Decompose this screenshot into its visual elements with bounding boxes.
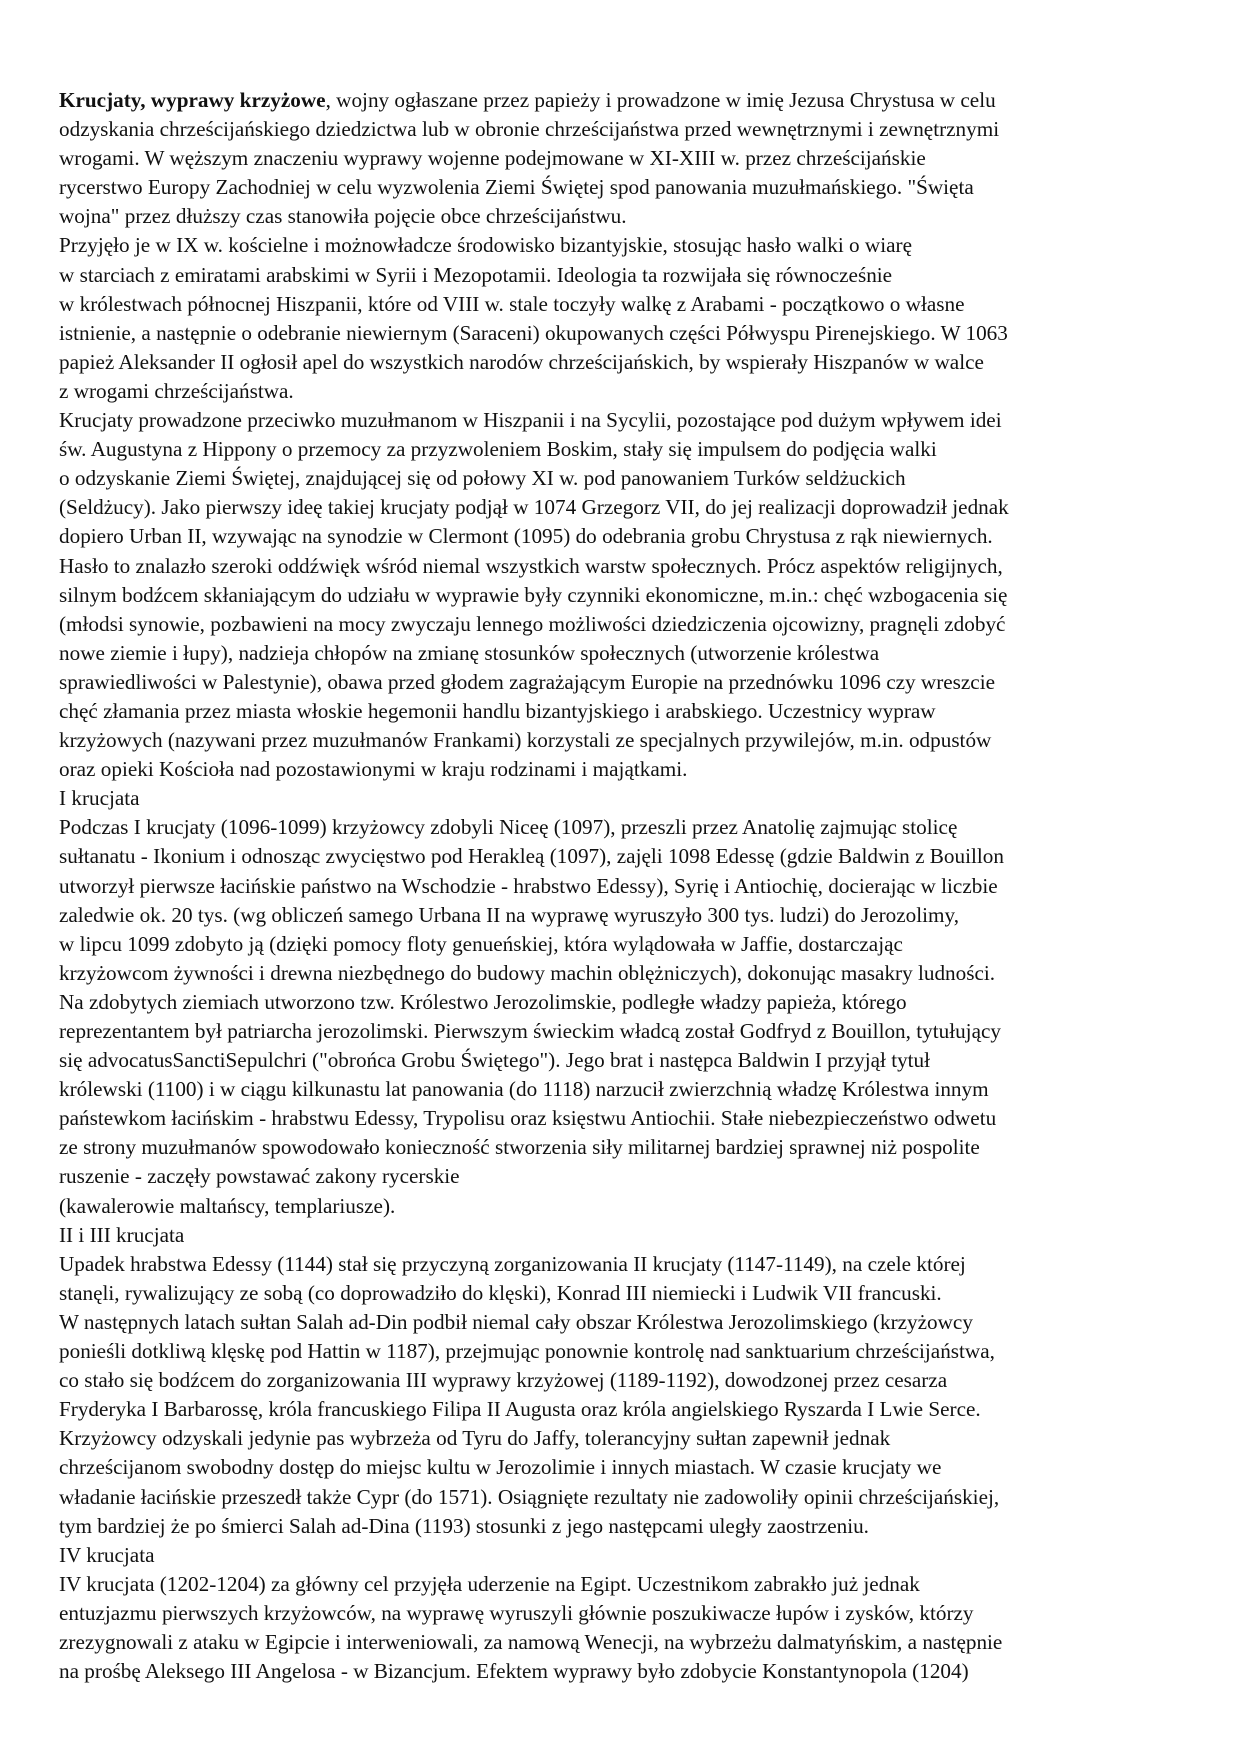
text-line: reprezentantem był patriarcha jerozolimski. Pierwszym świeckim władcą został Godfryd z Bouillon, tytułujący [59, 1019, 1001, 1043]
text-line: utworzył pierwsze łacińskie państwo na Wschodzie - hrabstwo Edessy), Syrię i Antiochię, docierając w liczbie [59, 873, 998, 898]
text-line: Krzyżowcy odzyskali jedynie pas wybrzeża od Tyru do Jaffy, tolerancyjny sułtan zapewnił jednak [59, 1426, 891, 1451]
text-line: oraz opieki Kościoła nad pozostawionymi w kraju rodzinami i majątkami. [59, 757, 688, 782]
text-line: wrogami. W węższym znaczeniu wyprawy wojenne podejmowane w XI-XIII w. przez chrześcijańskie [59, 146, 926, 171]
text-line: chęć złamania przez miasta włoskie hegemonii handlu bizantyjskiego i arabskiego. Uczestnicy wypraw [59, 698, 936, 723]
text-line-content: , wojny ogłaszane przez papieży i prowadzone w imię Jezusa Chrystusa w celu [325, 88, 996, 112]
text-line: ponieśli dotkliwą klęskę pod Hattin w 1187), przejmując ponownie kontrolę nad sanktuarium chrześcijaństwa, [59, 1339, 995, 1364]
text-line: zaledwie ok. 20 tys. (wg obliczeń samego Urbana II na wyprawę wyruszyło 300 tys. ludzi) do Jerozolimy, [59, 902, 960, 927]
text-line: sułtanatu - Ikonium i odnosząc zwycięstwo pod Herakleą (1097), zajęli 1098 Edessę (gdzie Baldwin z Bouillon [59, 844, 1004, 869]
section-heading-krucjata-4: IV krucjata [59, 1542, 155, 1567]
text-line [59, 86, 1180, 115]
text-line: rycerstwo Europy Zachodniej w celu wyzwolenia Ziemi Świętej spod panowania muzułmańskiego. "Święta [59, 175, 974, 200]
document-page [59, 86, 1180, 1686]
text-line: krzyżowych (nazywani przez muzułmanów Frankami) korzystali ze specjalnych przywilejów, m.in. odpustów [59, 728, 992, 753]
intro-title: Krucjaty, wyprawy krzyżowe [59, 88, 326, 112]
text-line: istnienie, a następnie o odebranie niewiernym (Saraceni) okupowanych części Półwyspu Pirenejskiego. W 1063 [59, 320, 1008, 345]
text-line: w lipcu 1099 zdobyto ją (dzięki pomocy floty genueńskiej, która wylądowała w Jaffie, dostarczając [59, 931, 903, 956]
text-line: tym bardziej że po śmierci Salah ad-Dina (1193) stosunki z jego następcami uległy zaostrzeniu. [59, 1513, 869, 1538]
text-line: IV krucjata (1202-1204) za główny cel przyjęła uderzenie na Egipt. Uczestnikom zabrakło już jednak [59, 1571, 920, 1596]
text-line: ruszenie - zaczęły powstawać zakony rycerskie [59, 1164, 460, 1189]
text-line: Upadek hrabstwa Edessy (1144) stał się przyczyną zorganizowania II krucjaty (1147-1149), na czele której [59, 1251, 966, 1276]
text-line: Przyjęło je w IX w. kościelne i możnowładcze środowisko bizantyjskie, stosując hasło walki o wiarę [59, 233, 912, 258]
text-line: nowe ziemie i łupy), nadzieja chłopów na zmianę stosunków społecznych (utworzenie królestwa [59, 640, 880, 665]
text-line: sprawiedliwości w Palestynie), obawa przed głodem zagrażającym Europie na przednówku 1096 czy wreszcie [59, 669, 996, 694]
text-line: co stało się bodźcem do zorganizowania III wyprawy krzyżowej (1189-1192), dowodzonej przez cesarza [59, 1368, 948, 1393]
text-line: dopiero Urban II, wzywając na synodzie w Clermont (1095) do odebrania grobu Chrystusa z rąk niewiernych. [59, 524, 993, 549]
text-line: krzyżowcom żywności i drewna niezbędnego do budowy machin oblężniczych), dokonując masakry ludności. [59, 960, 996, 985]
text-line: w starciach z emiratami arabskimi w Syrii i Mezopotamii. Ideologia ta rozwijała się równocześnie [59, 262, 893, 287]
text-line: na prośbę Aleksego III Angelosa - w Bizancjum. Efektem wyprawy było zdobycie Konstantynopola (1204) [59, 1659, 969, 1684]
text-line: stanęli, rywalizujący ze sobą (co doprowadziło do klęski), Konrad III niemiecki i Ludwik VII francuski. [59, 1280, 942, 1305]
text-line: Hasło to znalazło szeroki oddźwięk wśród niemal wszystkich warstw społecznych. Prócz aspektów religijnych, [59, 553, 1003, 578]
text-line: W następnych latach sułtan Salah ad-Din podbił niemal cały obszar Królestwa Jerozolimskiego (krzyżowcy [59, 1309, 973, 1334]
text-line: o odzyskanie Ziemi Świętej, znajdującej się od połowy XI w. pod panowaniem Turków seldżuckich [59, 466, 906, 491]
text-line: wojna" przez dłuższy czas stanowiła pojęcie obce chrześcijaństwu. [59, 204, 627, 229]
text-line: władanie łacińskie przeszedł także Cypr (do 1571). Osiągnięte rezultaty nie zadowoliły opinii chrześcijańskiej, [59, 1484, 1000, 1509]
text-line: silnym bodźcem skłaniającym do udziału w wyprawie były czynniki ekonomiczne, m.in.: chęć wzbogacenia się [59, 582, 1008, 607]
text-line: (młodsi synowie, pozbawieni na mocy zwyczaju lennego możliwości dziedziczenia ojcowizny, pragnęli zdobyć [59, 611, 1006, 636]
text-line: królewski (1100) i w ciągu kilkunastu lat panowania (do 1118) narzucił zwierzchnią władzę Królestwa innym [59, 1077, 989, 1102]
text-line: (kawalerowie maltańscy, templariusze). [59, 1193, 396, 1218]
section-heading-krucjata-1: I krucjata [59, 786, 140, 811]
text-line: chrześcijanom swobodny dostęp do miejsc kultu w Jerozolimie i innych miastach. W czasie krucjaty we [59, 1455, 942, 1480]
text-line: zrezygnowali z ataku w Egipcie i interweniowali, za namową Wenecji, na wybrzeżu dalmatyńskim, a następnie [59, 1629, 1003, 1654]
text-line: się advocatusSanctiSepulchri ("obrońca Grobu Świętego"). Jego brat i następca Baldwin I przyjął tytuł [59, 1048, 931, 1073]
text-line: w królestwach północnej Hiszpanii, które od VIII w. stale toczyły walkę z Arabami - początkowo o własne [59, 291, 965, 316]
text-line: Fryderyka I Barbarossę, króla francuskiego Filipa II Augusta oraz króla angielskiego Ryszarda I Lwie Serce. [59, 1397, 981, 1422]
text-line: państewkom łacińskim - hrabstwu Edessy, Trypolisu oraz księstwu Antiochii. Stałe niebezpieczeństwo odwetu [59, 1106, 997, 1131]
text-line: z wrogami chrześcijaństwa. [59, 378, 294, 403]
text-line: Podczas I krucjaty (1096-1099) krzyżowcy zdobyli Niceę (1097), przeszli przez Anatolię zajmując stolicę [59, 815, 958, 840]
text-line: papież Aleksander II ogłosił apel do wszystkich narodów chrześcijańskich, by wspierały Hiszpanów w walce [59, 349, 984, 374]
text-line: entuzjazmu pierwszych krzyżowców, na wyprawę wyruszyli głównie poszukiwacze łupów i zysków, którzy [59, 1600, 974, 1625]
section-heading-krucjata-2-3: II i III krucjata [59, 1222, 185, 1247]
text-line: ze strony muzułmanów spowodowało konieczność stworzenia siły militarnej bardziej sprawnej niż pospolite [59, 1135, 980, 1160]
text-line: Krucjaty prowadzone przeciwko muzułmanom w Hiszpanii i na Sycylii, pozostające pod dużym wpływem idei [59, 408, 1002, 433]
text-line: odzyskania chrześcijańskiego dziedzictwa lub w obronie chrześcijaństwa przed wewnętrznymi i zewnętrznymi [59, 117, 1000, 142]
text-line: (Seldżucy). Jako pierwszy ideę takiej krucjaty podjął w 1074 Grzegorz VII, do jej realizacji doprowadził jednak [59, 495, 1009, 520]
text-line: św. Augustyna z Hippony o przemocy za przyzwoleniem Boskim, stały się impulsem do podjęcia walki [59, 437, 937, 462]
text-line: Na zdobytych ziemiach utworzono tzw. Królestwo Jerozolimskie, podległe władzy papieża, którego [59, 989, 907, 1014]
